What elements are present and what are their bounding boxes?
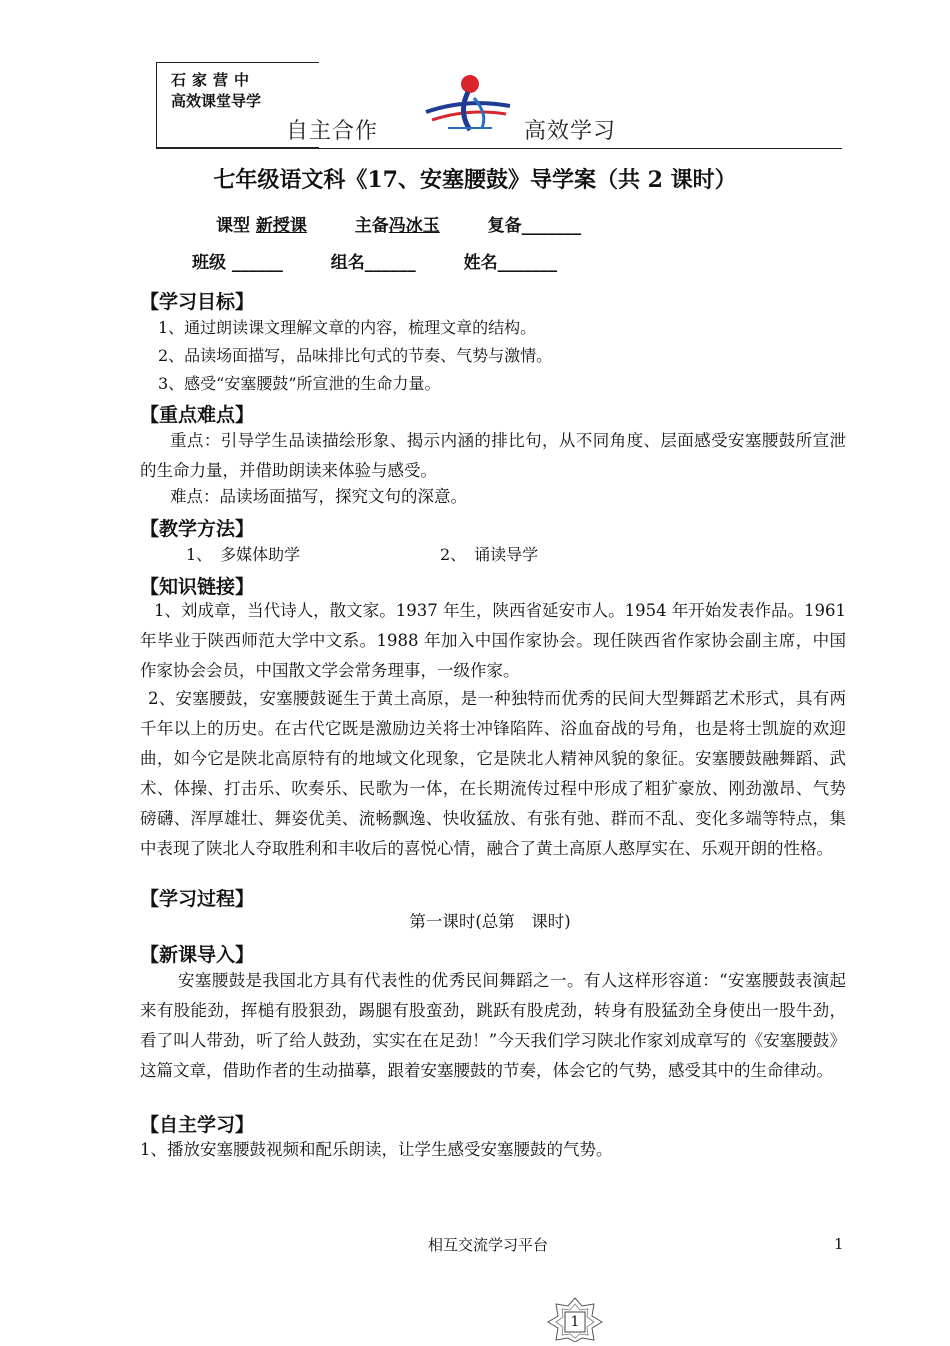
- meta-row-1: [216, 211, 581, 236]
- knowledge-drum-text: 2、安塞腰鼓，安塞腰鼓诞生于黄土高原，是一种独特而优秀的民间大型舞蹈艺术形式，具有两千年以上的历史。在古代它既是激励边关将士冲锋陷阵、浴血奋战的号角，也是将士凯旋的欢迎曲，如今它是陕北高原特有的地域文化现象，它是陕北人精神风貌的象征。安塞腰鼓融舞蹈、武术、体操、打击乐、吹奏乐、民歌为一体，在长期流传过程中形成了粗犷豪放、刚劲激昂、气势磅礴、浑厚雄壮、舞姿优美、流畅飘逸、快收猛放、有张有弛、群而不乱、变化多端等特点，集中表现了陕北人夺取胜利和丰收后的喜悦心情，融合了黄土高原人憨厚实在、乐观开朗的性格。: [140, 689, 846, 858]
- class-blank: ______: [231, 253, 283, 273]
- meta-row-2: [192, 248, 557, 273]
- method-item: 2、 诵读导学: [440, 545, 539, 564]
- document-title: 七年级语文科《17、安塞腰鼓》导学案（共 2 课时）: [213, 167, 737, 193]
- course-type-value: 新授课: [255, 216, 307, 236]
- goal-item: 2、品读场面描写，品味排比句式的节奏、气势与激情。: [158, 346, 553, 365]
- footer-platform: 相互交流学习平台: [428, 1236, 549, 1254]
- page-badge-number: 1: [570, 1314, 580, 1330]
- header-divider: [156, 148, 842, 149]
- group-label: 组名: [330, 253, 365, 273]
- course-type-label: 课型: [216, 216, 250, 236]
- intro-text: 安塞腰鼓是我国北方具有代表性的优秀民间舞蹈之一。有人这样形容道：“安塞腰鼓表演起来有股能劲，挥槌有股狠劲，踢腿有股蛮劲，跳跃有股虎劲，转身有股猛劲全身使出一股牛劲，看了叫人带劲，听了给人鼓劲，实实在在足劲！”今天我们学习陕北作家刘成章写的《安塞腰鼓》这篇文章，借助作者的生动描摹，跟着安塞腰鼓的节奏，体会它的气势，感受其中的生命律动。: [140, 971, 846, 1080]
- group-blank: ______: [364, 253, 416, 273]
- difficult-point-text: 难点：品读场面描写，探究文句的深意。: [170, 487, 467, 506]
- knowledge-heading: 【知识链接】: [140, 576, 255, 598]
- name-blank: _______: [497, 253, 558, 273]
- self-study-heading: 【自主学习】: [140, 1114, 255, 1136]
- goal-item: 1、通过朗读课文理解文章的内容，梳理文章的结构。: [158, 318, 537, 337]
- lesson-label: 第一课时(总第 课时): [409, 912, 571, 931]
- lead-teacher-label: 主备: [354, 216, 389, 236]
- self-study-item: 1、播放安塞腰鼓视频和配乐朗读，让学生感受安塞腰鼓的气势。: [140, 1140, 613, 1159]
- process-heading: 【学习过程】: [140, 888, 255, 910]
- key-point-text: 重点：引导学生品读描绘形象、揭示内涵的排比句，从不同角度、层面感受安塞腰鼓所宣泄的生命力量，并借助朗读来体验与感受。: [140, 431, 846, 480]
- lead-teacher-value: 冯冰玉: [388, 216, 440, 236]
- intro-heading: 【新课导入】: [140, 944, 255, 966]
- school-emblem-icon: [418, 68, 514, 134]
- review-label: 复备: [487, 216, 522, 236]
- key-points-heading: 【重点难点】: [140, 404, 255, 426]
- knowledge-author-text: 1、刘成章，当代诗人，散文家。1937 年生，陕西省延安市人。1954 年开始发表作品。1961 年毕业于陕西师范大学中文系。1988 年加入中国作家协会。现任陕西省作家协会副主席，中国作家协会会员，中国散文学会常务理事，一级作家。: [140, 601, 846, 680]
- footer-page-number: 1: [834, 1235, 844, 1253]
- methods-heading: 【教学方法】: [140, 518, 255, 540]
- slogan-left: 自主合作: [286, 119, 379, 144]
- method-item: 1、 多媒体助学: [186, 545, 301, 564]
- page-badge: [546, 1296, 604, 1342]
- name-label: 姓名: [463, 253, 498, 273]
- goal-item: 3、感受“安塞腰鼓”所宣泄的生命力量。: [158, 374, 441, 393]
- school-name-line1: 石家营中: [171, 71, 256, 89]
- goals-heading: 【学习目标】: [140, 291, 255, 313]
- school-name-line2: 高效课堂导学: [171, 92, 262, 110]
- class-label: 班级: [192, 253, 226, 273]
- slogan-right: 高效学习: [524, 119, 617, 144]
- review-blank: _______: [521, 216, 582, 236]
